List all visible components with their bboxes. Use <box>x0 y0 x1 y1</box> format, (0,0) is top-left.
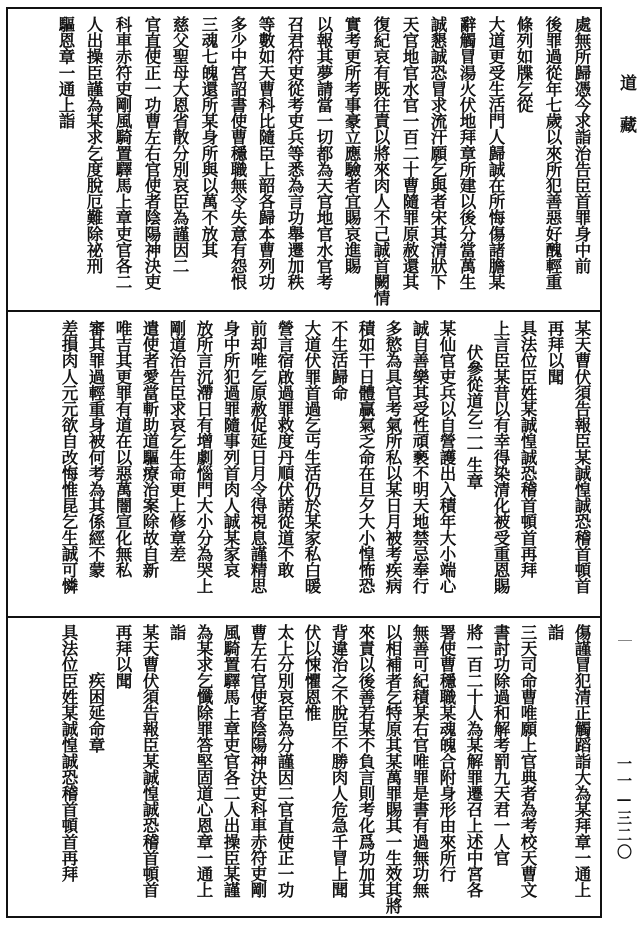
text-column: 詣 <box>167 624 186 641</box>
text-column: 身中所犯過罪隨事列首肉人誠某家哀 <box>221 320 240 578</box>
text-column: 剛道治告臣求哀乞生命更上修章差 <box>167 320 186 562</box>
text-column: 三魂七魄還所某身所與以萬不放其 <box>199 16 218 258</box>
text-column: 遣使者愛當斬助道驅療治案除故自新 <box>140 320 159 578</box>
margin-tick <box>618 640 632 641</box>
text-column: 不生活歸命 <box>329 320 348 401</box>
chapter-heading: 伏參從道乞二一生章 <box>464 344 483 489</box>
margin-title-top: 道 <box>616 74 636 99</box>
text-column: 復紀哀有既往責以將來肉人不己誠首闕情 <box>371 16 390 306</box>
text-column: 上言臣某昔以有幸得染清化被受重恩賜 <box>491 320 510 594</box>
text-column: 營言宿啟過罪救度丹順伏諾從道不敢 <box>275 320 294 578</box>
text-column: 風騎置驛馬上章吏官各二人出操臣某謹 <box>221 624 240 898</box>
text-column: 放所言沉滯日有增劇惱門大小分為哭上 <box>194 320 213 594</box>
text-column: 辭觸冒湯火伏地拜章所建以後分當萬生 <box>457 16 476 290</box>
text-column: 大道伏罪首過乞丐生活仍於某家私白暖 <box>302 320 321 594</box>
text-column: 詣 <box>545 624 564 641</box>
text-column: 某天曹伏須告報臣某誠惶誠恐稽首頓首 <box>140 624 159 898</box>
text-column: 召君符吏從考吏兵等悉為言功舉遷加秩 <box>285 16 304 290</box>
text-column: 唯吉其更罪有道在以惡萬闇宣化無私 <box>113 320 132 578</box>
text-column: 等數如天曹科比隨臣上韶各歸本曹列功 <box>256 16 275 290</box>
text-column: 多少中宮詔書使曹穩職無令失意有怨恨 <box>228 16 247 290</box>
text-column: 伏以悚懼恩惟 <box>302 624 321 721</box>
text-column: 多慾為具官考氣所私以某日月被考疾病 <box>383 320 402 594</box>
text-column: 官直使正一功曹左右官使者陰陽神決吏 <box>142 16 161 290</box>
text-column: 來責以後善若某不負言則考化爲功加其 <box>356 624 375 898</box>
text-column: 誠懇誠恐冒求流汗願乞與者宋其清狀下 <box>428 16 447 290</box>
panel-divider-upper <box>6 310 602 312</box>
text-column: 慈父聖母大恩省散分別哀臣為謹因二 <box>170 16 189 274</box>
text-column: 條列如牒乞從 <box>514 16 533 113</box>
text-column: 具法位臣姓某誠惶誠恐稽首頓首再拜 <box>518 320 537 578</box>
text-column: 實考更所考事豪立應驗者宜賜哀進賜 <box>342 16 361 274</box>
text-column: 無善可紀積某右官唯罪是書有過無功無 <box>410 624 429 898</box>
text-column: 為某求乞懺除罪答堅固道心恩章一通上 <box>194 624 213 898</box>
text-column: 背違治之不脫臣不勝肉人危急千冒上聞 <box>329 624 348 898</box>
text-column: 書討功除過和解考罰九天君一人官 <box>491 624 510 866</box>
text-column: 以相補者乞特原其某萬罪賜其一生效其將 <box>383 624 402 914</box>
text-column: 處無所歸憑今求詣治告臣首罪身中前 <box>572 16 591 274</box>
text-column: 科車赤符吏剛風騎置驛馬上章吏官各二 <box>113 16 132 290</box>
text-column: 曹左右官使者陰陽神決吏科車赤符吏剛 <box>248 624 267 898</box>
text-column: 前却唯乞原赦促延日月令得視息謹精思 <box>248 320 267 594</box>
text-column: 大道更受生活門人歸誠在所悔傷諸膽某 <box>486 16 505 290</box>
text-column: 署使曹穩職某魂魄合附身形由來所行 <box>437 624 456 882</box>
text-column: 以報其夢請當一切都為天官地官水官考 <box>314 16 333 290</box>
text-column: 太上分別哀臣為分謹因二官直使正一功 <box>275 624 294 898</box>
text-column: 後罪過從年七歲以來所犯善惡好醜輕重 <box>543 16 562 290</box>
text-column: 將一百二十人為某解罪遷召上述中宮各 <box>464 624 483 898</box>
text-column: 具法位臣姓某誠惶誠恐稽首頓首再拜 <box>59 624 78 882</box>
page-number: 一一—三二〇 <box>615 756 633 861</box>
margin-title-bottom: 藏 <box>616 116 636 141</box>
text-column: 天官地官水官一百二十曹隨罪原赦還其 <box>400 16 419 290</box>
text-column: 再拜以聞 <box>545 320 564 385</box>
text-column: 審其罪過輕重身被何考為其係經不蒙 <box>86 320 105 578</box>
text-column: 驅恩章一通上詣 <box>56 16 75 129</box>
text-column: 傷謹冒犯清正觸蹈詣大為某拜章一通上 <box>572 624 591 898</box>
text-column: 積如干日體贏氣乏命在旦夕大小惶怖恐 <box>356 320 375 594</box>
text-column: 三天司命曹唯願上官典者為考校天曹文 <box>518 624 537 898</box>
chapter-heading: 疾困延命章 <box>86 672 105 753</box>
text-column: 再拜以聞 <box>113 624 132 689</box>
text-column: 差損肉人元元欲自改悔惟昆乞生誠可憐 <box>59 320 78 594</box>
text-column: 某天曹伏須告報臣某誠惶誠恐稽首頓首 <box>572 320 591 594</box>
text-column: 誠自善樂其受性頑褻不明天地禁忌奉行 <box>410 320 429 594</box>
panel-divider-lower <box>6 616 602 618</box>
text-column: 某仙官吏兵以自營護出入積年大小端心 <box>437 320 456 594</box>
text-column: 人出操臣謹為某求乞度脫厄難除祕刑 <box>84 16 103 274</box>
